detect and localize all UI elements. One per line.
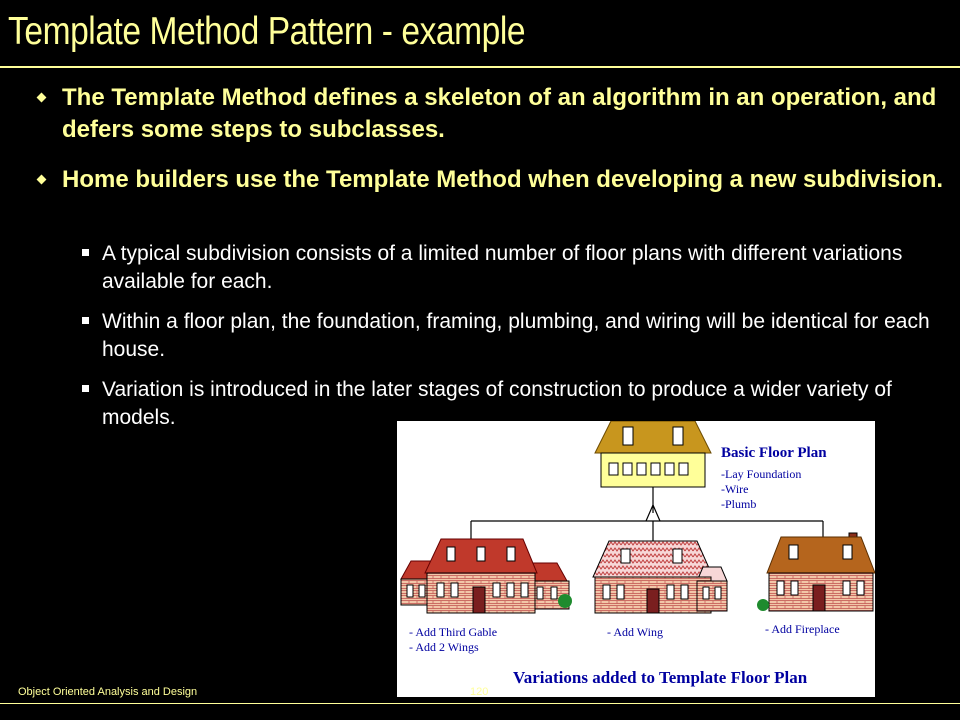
page-number: 120 bbox=[470, 686, 489, 698]
floor-plan-illustration bbox=[397, 421, 875, 697]
footer-divider bbox=[0, 703, 960, 704]
diamond-bullet-icon bbox=[37, 175, 47, 185]
step-wire: -Wire bbox=[721, 482, 749, 496]
variation-add-2-wings: - Add 2 Wings bbox=[409, 640, 479, 654]
step-plumb: -Plumb bbox=[721, 497, 757, 511]
connector-lines bbox=[471, 487, 823, 545]
step-lay-foundation: -Lay Foundation bbox=[721, 467, 802, 481]
bullet-text: The Template Method defines a skeleton of an algorithm in an operation, and defers some steps to subclasses. bbox=[62, 84, 937, 143]
sub-bullet-identical bbox=[102, 308, 952, 364]
slide-title: Template Method Pattern - example bbox=[8, 10, 526, 53]
variation-add-fireplace: - Add Fireplace bbox=[765, 622, 840, 636]
basic-floor-plan-title: Basic Floor Plan bbox=[721, 445, 827, 461]
square-bullet-icon bbox=[82, 317, 89, 324]
title-divider bbox=[0, 66, 960, 68]
square-bullet-icon bbox=[82, 385, 89, 392]
floor-plan-diagram bbox=[397, 421, 875, 697]
figure-caption: Variations added to Template Floor Plan bbox=[513, 668, 808, 687]
sub-bullet-text: Variation is introduced in the later stages of construction to produce a wider variety of models. bbox=[102, 378, 892, 429]
bullet-text: Home builders use the Template Method when developing a new subdivision. bbox=[62, 166, 944, 193]
footer-course: Object Oriented Analysis and Design bbox=[18, 686, 198, 698]
house-with-wing-icon bbox=[593, 541, 727, 613]
sub-bullet-text: Within a floor plan, the foundation, framing, plumbing, and wiring will be identical for each house. bbox=[102, 310, 930, 361]
basic-house-icon bbox=[595, 421, 711, 487]
square-bullet-icon bbox=[82, 249, 89, 256]
sub-bullet-floor-plans bbox=[102, 240, 952, 296]
sub-bullet-text: A typical subdivision consists of a limited number of floor plans with different variations available for each. bbox=[102, 242, 903, 293]
house-three-gables-icon bbox=[401, 539, 572, 613]
bullet-template-method bbox=[62, 82, 952, 146]
house-with-fireplace-icon bbox=[757, 533, 875, 611]
variation-add-wing: - Add Wing bbox=[607, 625, 663, 639]
variation-add-third-gable: - Add Third Gable bbox=[409, 625, 498, 639]
bullet-home-builders bbox=[62, 164, 952, 196]
diamond-bullet-icon bbox=[37, 93, 47, 103]
